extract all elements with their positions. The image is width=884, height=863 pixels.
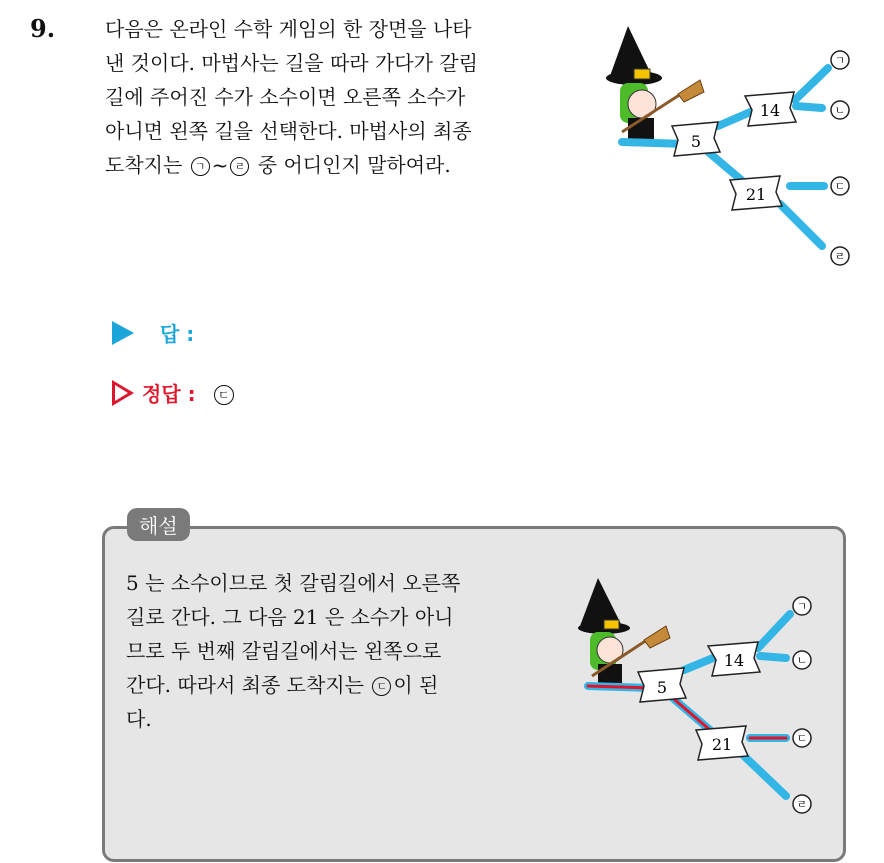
explanation-diagram — [572, 576, 828, 826]
node-upper — [708, 642, 760, 676]
explanation-line — [126, 668, 556, 702]
answer-row — [112, 318, 194, 347]
path-end-4 — [780, 204, 822, 246]
circled-label: ㄱ — [191, 157, 210, 176]
end-label-2 — [793, 651, 811, 669]
witch-icon — [578, 578, 670, 684]
path-end-1 — [795, 68, 828, 100]
correct-answer-value: ㄷ — [214, 385, 234, 405]
explanation-line-text: 이 된 — [393, 673, 439, 697]
question-line: 길에 주어진 수가 소수이면 오른쪽 소수가 — [105, 85, 466, 109]
svg-text:ㄷ: ㄷ — [796, 732, 808, 745]
svg-text:ㄹ: ㄹ — [796, 798, 808, 811]
question-line: 다음은 온라인 수학 게임의 한 장면을 나타 — [105, 17, 472, 41]
question-line: 낸 것이다. 마법사는 길을 따라 가다가 갈림 — [105, 51, 478, 75]
end-label-4 — [831, 247, 849, 265]
correct-answer-row — [112, 378, 236, 407]
question-line-text: 도착지는 — [105, 153, 183, 177]
end-label-1 — [793, 597, 811, 615]
circled-label: ㄷ — [372, 677, 391, 696]
path-end-2 — [760, 656, 786, 658]
svg-text:ㄴ: ㄴ — [834, 104, 846, 117]
svg-text:21: 21 — [711, 735, 733, 754]
node-start — [638, 668, 686, 702]
witch-icon — [606, 26, 704, 140]
node-lower — [730, 176, 782, 210]
circled-label: ㄹ — [230, 157, 249, 176]
explanation-line: 다. — [126, 707, 152, 731]
svg-text:14: 14 — [759, 101, 781, 120]
question-text — [105, 12, 585, 182]
node-lower — [696, 726, 748, 760]
end-label-3 — [793, 729, 811, 747]
svg-text:21: 21 — [745, 185, 767, 204]
svg-text:ㄷ: ㄷ — [834, 180, 846, 193]
explanation-line: 5 는 소수이므로 첫 갈림길에서 오른쪽 — [126, 571, 461, 595]
path-end-1 — [758, 614, 790, 648]
tilde: ~ — [211, 153, 229, 177]
answer-label: 답 : — [160, 322, 195, 346]
end-label-1 — [831, 51, 849, 69]
question-number: 9. — [30, 14, 56, 43]
svg-text:ㄹ: ㄹ — [834, 250, 846, 263]
svg-text:14: 14 — [723, 651, 745, 670]
end-label-4 — [793, 795, 811, 813]
triangle-icon — [112, 321, 134, 345]
path-end-4 — [742, 754, 786, 796]
outline-triangle-icon — [112, 380, 134, 406]
explanation-line: 길로 간다. 그 다음 21 은 소수가 아니 — [126, 605, 454, 629]
svg-text:ㄱ: ㄱ — [796, 600, 808, 613]
svg-text:5: 5 — [656, 678, 668, 697]
path-end-2 — [796, 106, 822, 108]
correct-answer-label: 정답 : — [142, 382, 196, 406]
explanation-tag: 해설 — [127, 508, 190, 541]
path-start — [622, 142, 685, 144]
explanation-line: 므로 두 번째 갈림길에서는 왼쪽으로 — [126, 639, 442, 663]
question-line-text: 중 어디인지 말하여라. — [257, 153, 451, 177]
end-label-2 — [831, 101, 849, 119]
svg-text:ㄴ: ㄴ — [796, 654, 808, 667]
svg-text:5: 5 — [690, 132, 702, 151]
end-label-3 — [831, 177, 849, 195]
path-to-upper — [684, 656, 718, 670]
path-start-highlight — [588, 686, 652, 688]
node-start — [672, 122, 720, 156]
explanation-line-text: 간다. 따라서 최종 도착지는 — [126, 673, 364, 697]
question-line — [105, 148, 585, 182]
question-line: 아니면 왼쪽 길을 선택한다. 마법사의 최종 — [105, 119, 472, 143]
node-upper — [745, 92, 796, 126]
explanation-text — [126, 566, 556, 736]
svg-text:ㄱ: ㄱ — [834, 54, 846, 67]
question-diagram — [600, 18, 870, 278]
